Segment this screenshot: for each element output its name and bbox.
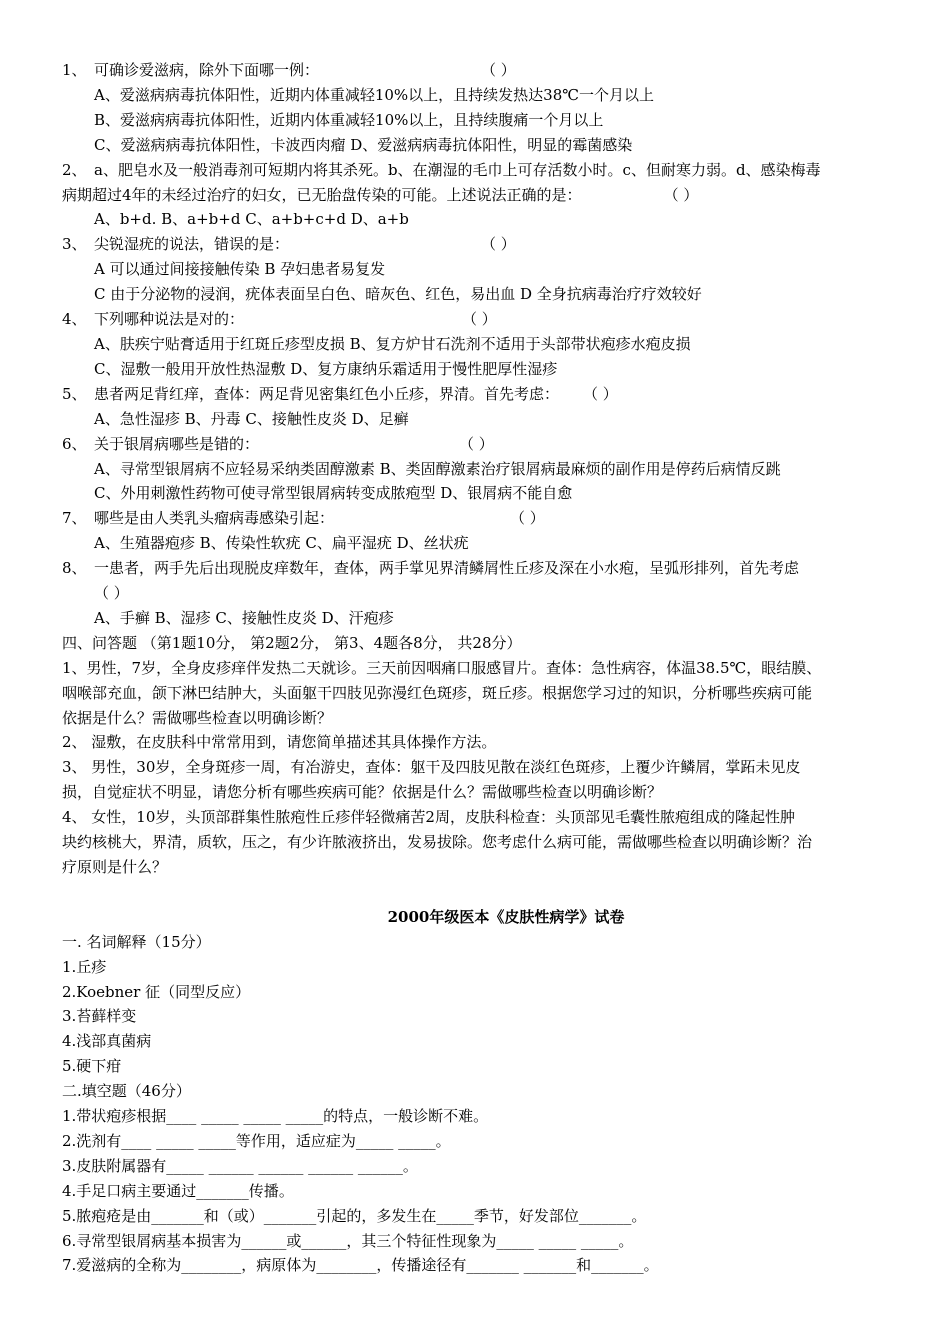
exam-title: 2000年级医本《皮肤性病学》试卷 bbox=[387, 907, 625, 926]
option-line: C、湿敷一般用开放性热湿敷 D、复方康纳乐霜适用于慢性肥厚性湿疹 bbox=[94, 359, 558, 378]
answer-paren: （ ） bbox=[663, 185, 699, 204]
qa-question-4: 4、 女性，10岁，头顶部群集性脓疱性丘疹伴轻微痛苦2周，皮肤科检查：头顶部见毛囊性脓疱组成的隆起性肿 bbox=[62, 808, 795, 827]
question-8 bbox=[62, 556, 904, 581]
answer-paren: （ ） bbox=[481, 235, 516, 254]
fill-item: 2.洗剂有____ _____ _____等作用，适应症为_____ _____。 bbox=[62, 1131, 451, 1150]
answer-paren: （ ） bbox=[462, 310, 497, 329]
term-item: 5.硬下疳 bbox=[62, 1057, 122, 1076]
option-line: A、急性湿疹 B、丹毒 C、接触性皮炎 D、足癣 bbox=[94, 409, 409, 428]
question-number: 7、 bbox=[62, 509, 87, 528]
term-item: 2.Koebner 征（同型反应） bbox=[62, 982, 251, 1001]
fill-item: 5.脓疱疮是由_______和（或）_______引起的，多发生在_____季节，好发部位_______。 bbox=[62, 1206, 647, 1225]
answer-paren: （ ） bbox=[459, 434, 494, 453]
question-6 bbox=[62, 432, 904, 457]
question-number: 1、 bbox=[62, 61, 87, 79]
question-stem: 下列哪种说法是对的： bbox=[94, 310, 245, 329]
question-2 bbox=[62, 158, 904, 183]
exam-page bbox=[62, 58, 904, 1278]
option-line: A、寻常型银屑病不应轻易采纳类固醇激素 B、类固醇激素治疗银屑病最麻烦的副作用是停药后病情反跳 bbox=[94, 459, 781, 478]
option-line: C、爱滋病病毒抗体阳性，卡波西肉瘤 D、爱滋病病毒抗体阳性，明显的霉菌感染 bbox=[94, 135, 633, 154]
question-3 bbox=[62, 232, 904, 257]
qa-question-4-cont: 块约核桃大，界清，质软，压之，有少许脓液挤出，发易拔除。您考虑什么病可能，需做哪些检查以明确诊断？治 bbox=[62, 833, 813, 852]
question-7 bbox=[62, 506, 904, 531]
question-number: 5、 bbox=[62, 384, 87, 403]
fill-item: 4.手足口病主要通过_______传播。 bbox=[62, 1181, 294, 1200]
qa-question-3: 3、 男性，30岁，全身斑疹一周，有冶游史，查体：躯干及四肢见散在淡红色斑疹，上覆少许鳞屑，掌跖未见皮 bbox=[62, 758, 801, 777]
question-number: 8、 bbox=[62, 559, 87, 578]
option-line: A、爱滋病病毒抗体阳性，近期内体重减轻10%以上，且持续发热达38℃一个月以上 bbox=[94, 85, 655, 104]
qa-question-1: 1、男性，7岁，全身皮疹痒伴发热二天就诊。三天前因咽痛口服感冒片。查体：急性病容，体温38.5℃，眼结膜、 bbox=[62, 658, 822, 677]
term-item: 1.丘疹 bbox=[62, 957, 107, 976]
answer-paren: （ ） bbox=[94, 584, 129, 603]
term-item: 4.浅部真菌病 bbox=[62, 1032, 152, 1051]
question-2-line2 bbox=[62, 183, 904, 208]
answer-paren: （ ） bbox=[481, 61, 516, 79]
option-line: A、b+d. B、a+b+d C、a+b+c+d D、a+b bbox=[94, 210, 409, 229]
question-number: 3、 bbox=[62, 235, 87, 254]
option-line: A、手癣 B、湿疹 C、接触性皮炎 D、汗疱疹 bbox=[94, 608, 394, 627]
section-2-heading: 二.填空题（46分） bbox=[62, 1082, 191, 1101]
question-stem: 关于银屑病哪些是错的： bbox=[94, 434, 260, 453]
question-stem: 一患者，两手先后出现脱皮痒数年，查体，两手掌见界清鳞屑性丘疹及深在小水疱，呈弧形排列，首先考虑 bbox=[94, 559, 800, 578]
qa-question-3-cont: 损，自觉症状不明显，请您分析有哪些疾病可能？依据是什么？需做哪些检查以明确诊断？ bbox=[62, 783, 663, 802]
question-stem: 哪些是由人类乳头瘤病毒感染引起： bbox=[94, 509, 335, 528]
option-line: A 可以通过间接接触传染 B 孕妇患者易复发 bbox=[94, 260, 386, 279]
question-stem: 可确诊爱滋病，除外下面哪一例： bbox=[94, 61, 320, 79]
fill-item: 6.寻常型银屑病基本损害为______或______，其三个特征性现象为_____ _____ _____。 bbox=[62, 1231, 634, 1250]
section-1-heading: 一. 名词解释（15分） bbox=[62, 932, 211, 951]
qa-question-4-cont: 疗原则是什么？ bbox=[62, 858, 168, 876]
qa-question-2: 2、 湿敷，在皮肤科中常常用到，请您简单描述其具体操作方法。 bbox=[62, 733, 497, 752]
qa-question-1-cont: 咽喉部充血，颌下淋巴结肿大，头面躯干四肢见弥漫红色斑疹，斑丘疹。根据您学习过的知识，分析哪些疾病可能 bbox=[62, 683, 813, 702]
qa-question-1-cont: 依据是什么？需做哪些检查以明确诊断？ bbox=[62, 708, 333, 727]
section-spacer bbox=[62, 880, 904, 905]
question-stem: 尖锐湿疣的说法，错误的是： bbox=[94, 235, 290, 254]
question-5 bbox=[62, 382, 904, 407]
question-stem-line1: a、肥皂水及一般消毒剂可短期内将其杀死。b、在潮湿的毛巾上可存活数小时。c、但耐寒力弱。d、感染梅毒 bbox=[94, 160, 821, 179]
question-4 bbox=[62, 307, 904, 332]
option-line: A、生殖器疱疹 B、传染性软疣 C、扁平湿疣 D、丝状疣 bbox=[94, 534, 469, 553]
question-stem-line2: 病期超过4年的未经过治疗的妇女，已无胎盘传染的可能。上述说法正确的是： bbox=[62, 185, 582, 204]
answer-paren: （ ） bbox=[583, 384, 618, 403]
answer-paren: （ ） bbox=[510, 509, 545, 528]
qa-heading: 四、问答题 （第1题10分， 第2题2分， 第3、4题各8分， 共28分） bbox=[62, 633, 522, 652]
question-number: 6、 bbox=[62, 434, 87, 453]
fill-item: 3.皮肤附属器有_____ ______ ______ ______ ______。 bbox=[62, 1156, 418, 1175]
term-item: 3.苔藓样变 bbox=[62, 1007, 137, 1026]
question-number: 2、 bbox=[62, 160, 87, 179]
question-1 bbox=[62, 58, 904, 83]
option-line: A、肤疾宁贴膏适用于红斑丘疹型皮损 B、复方炉甘石洗剂不适用于头部带状疱疹水疱皮损 bbox=[94, 334, 691, 353]
fill-item: 1.带状疱疹根据____ _____ _____ _____的特点，一般诊断不难。 bbox=[62, 1107, 489, 1126]
question-stem: 患者两足背红痒，查体：两足背见密集红色小丘疹，界清。首先考虑： bbox=[94, 384, 560, 403]
fill-item: 7.爱滋病的全称为________，病原体为________，传播途径有_______ _______和_______。 bbox=[62, 1256, 659, 1275]
question-number: 4、 bbox=[62, 310, 87, 329]
option-line: C 由于分泌物的浸润，疣体表面呈白色、暗灰色、红色，易出血 D 全身抗病毒治疗疗效较好 bbox=[94, 285, 702, 304]
option-line: C、外用刺激性药物可使寻常型银屑病转变成脓疱型 D、银屑病不能自愈 bbox=[94, 484, 573, 503]
option-line: B、爱滋病病毒抗体阳性，近期内体重减轻10%以上，且持续腹痛一个月以上 bbox=[94, 110, 604, 129]
